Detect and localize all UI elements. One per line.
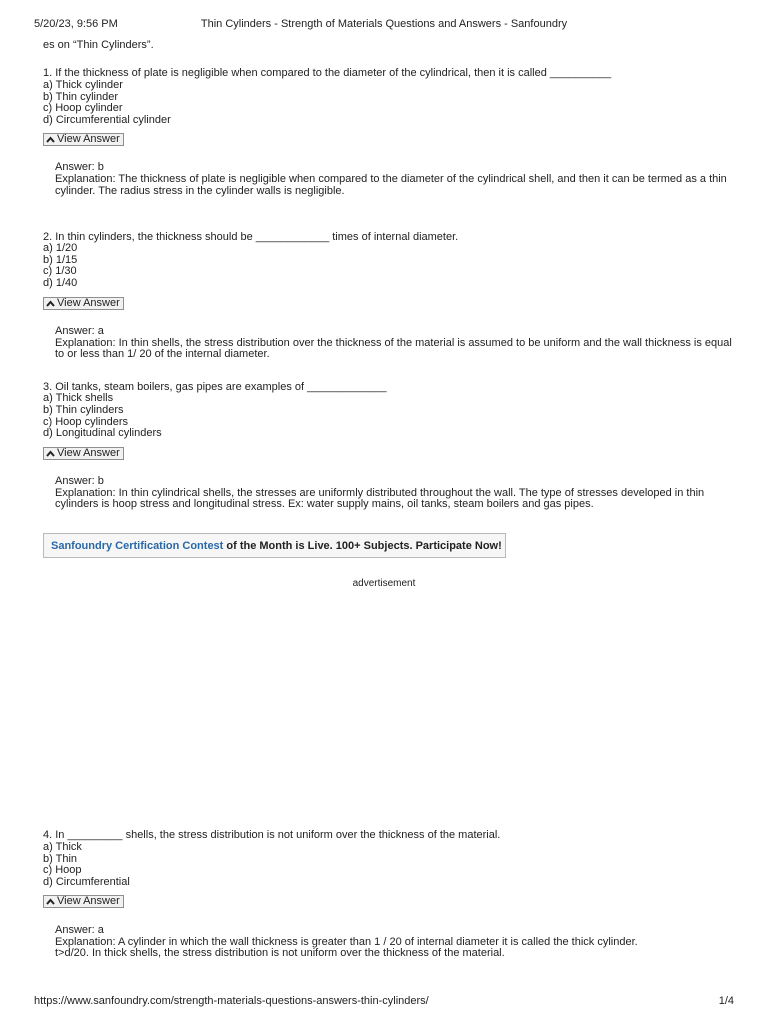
certification-contest-link[interactable]: Sanfoundry Certification Contest xyxy=(51,539,224,552)
caret-up-icon xyxy=(46,136,55,143)
print-page-number: 1/4 xyxy=(718,995,734,1007)
option-c: c) Hoop cylinders xyxy=(43,416,128,428)
caret-up-icon xyxy=(46,898,55,905)
option-d: d) Circumferential xyxy=(43,876,130,888)
view-answer-button[interactable] xyxy=(43,447,124,460)
option-a: a) Thick cylinder xyxy=(43,79,123,91)
option-d: d) Longitudinal cylinders xyxy=(43,427,162,439)
caret-up-icon xyxy=(46,450,55,457)
option-c: c) 1/30 xyxy=(43,265,77,277)
explanation-line-2: t>d/20. In thick shells, the stress distribution is not uniform over the thickness of the material. xyxy=(55,947,505,959)
question-text: 3. Oil tanks, steam boilers, gas pipes are examples of _____________ xyxy=(43,381,387,393)
print-page-url: https://www.sanfoundry.com/strength-materials-questions-answers-thin-cylinders/ xyxy=(34,995,429,1007)
option-a: a) 1/20 xyxy=(43,242,78,254)
banner-text: of the Month is Live. 100+ Subjects. Participate Now! xyxy=(223,539,502,552)
print-page-title: Thin Cylinders - Strength of Materials Questions and Answers - Sanfoundry xyxy=(200,18,568,30)
option-b: b) Thin cylinder xyxy=(43,91,118,103)
print-datetime: 5/20/23, 9:56 PM xyxy=(34,18,118,30)
explanation-line-2: cylinders is hoop stress and longitudinal stress. Ex: water supply mains, oil tanks, steam boilers and gas pipes. xyxy=(55,498,594,510)
view-answer-label: View Answer xyxy=(57,447,120,459)
answer-text: Answer: a xyxy=(55,325,104,337)
option-b: b) 1/15 xyxy=(43,254,78,266)
answer-text: Answer: b xyxy=(55,475,104,487)
option-d: d) Circumferential cylinder xyxy=(43,114,171,126)
explanation-line-2: cylinder. The radius stress in the cylinder walls is negligible. xyxy=(55,185,345,197)
option-b: b) Thin xyxy=(43,853,78,865)
view-answer-button[interactable] xyxy=(43,297,124,310)
certification-contest-banner xyxy=(43,533,506,558)
view-answer-label: View Answer xyxy=(57,895,120,907)
view-answer-label: View Answer xyxy=(57,297,120,309)
option-a: a) Thick shells xyxy=(43,392,114,404)
explanation-line-1: Explanation: In thin shells, the stress distribution over the thickness of the material is assumed to be uniform and the wall thickness is equal xyxy=(55,337,732,349)
intro-fragment: es on “Thin Cylinders”. xyxy=(43,39,154,51)
explanation-line-1: Explanation: In thin cylindrical shells, the stresses are uniformly distributed throughout the wall. The type of stresses developed in thin xyxy=(55,487,705,499)
option-d: d) 1/40 xyxy=(43,277,78,289)
view-answer-button[interactable] xyxy=(43,895,124,908)
question-text: 1. If the thickness of plate is negligible when compared to the diameter of the cylindrical, then it is called __________ xyxy=(43,67,612,79)
explanation-line-1: Explanation: A cylinder in which the wall thickness is greater than 1 / 20 of internal diameter it is called the thick cylinder. xyxy=(55,936,638,948)
option-c: c) Hoop cylinder xyxy=(43,102,123,114)
answer-text: Answer: b xyxy=(55,161,104,173)
answer-text: Answer: a xyxy=(55,924,104,936)
advertisement-label: advertisement xyxy=(352,578,416,589)
explanation-line-2: to or less than 1/ 20 of the internal diameter. xyxy=(55,348,270,360)
question-text: 2. In thin cylinders, the thickness should be ____________ times of internal diameter. xyxy=(43,231,459,243)
explanation-line-1: Explanation: The thickness of plate is negligible when compared to the diameter of the cylindrical shell, and then it can be termed as a thin xyxy=(55,173,727,185)
option-b: b) Thin cylinders xyxy=(43,404,124,416)
option-c: c) Hoop xyxy=(43,864,82,876)
caret-up-icon xyxy=(46,300,55,307)
question-text: 4. In _________ shells, the stress distribution is not uniform over the thickness of the material. xyxy=(43,829,501,841)
option-a: a) Thick xyxy=(43,841,82,853)
view-answer-label: View Answer xyxy=(57,133,120,145)
view-answer-button[interactable] xyxy=(43,133,124,146)
